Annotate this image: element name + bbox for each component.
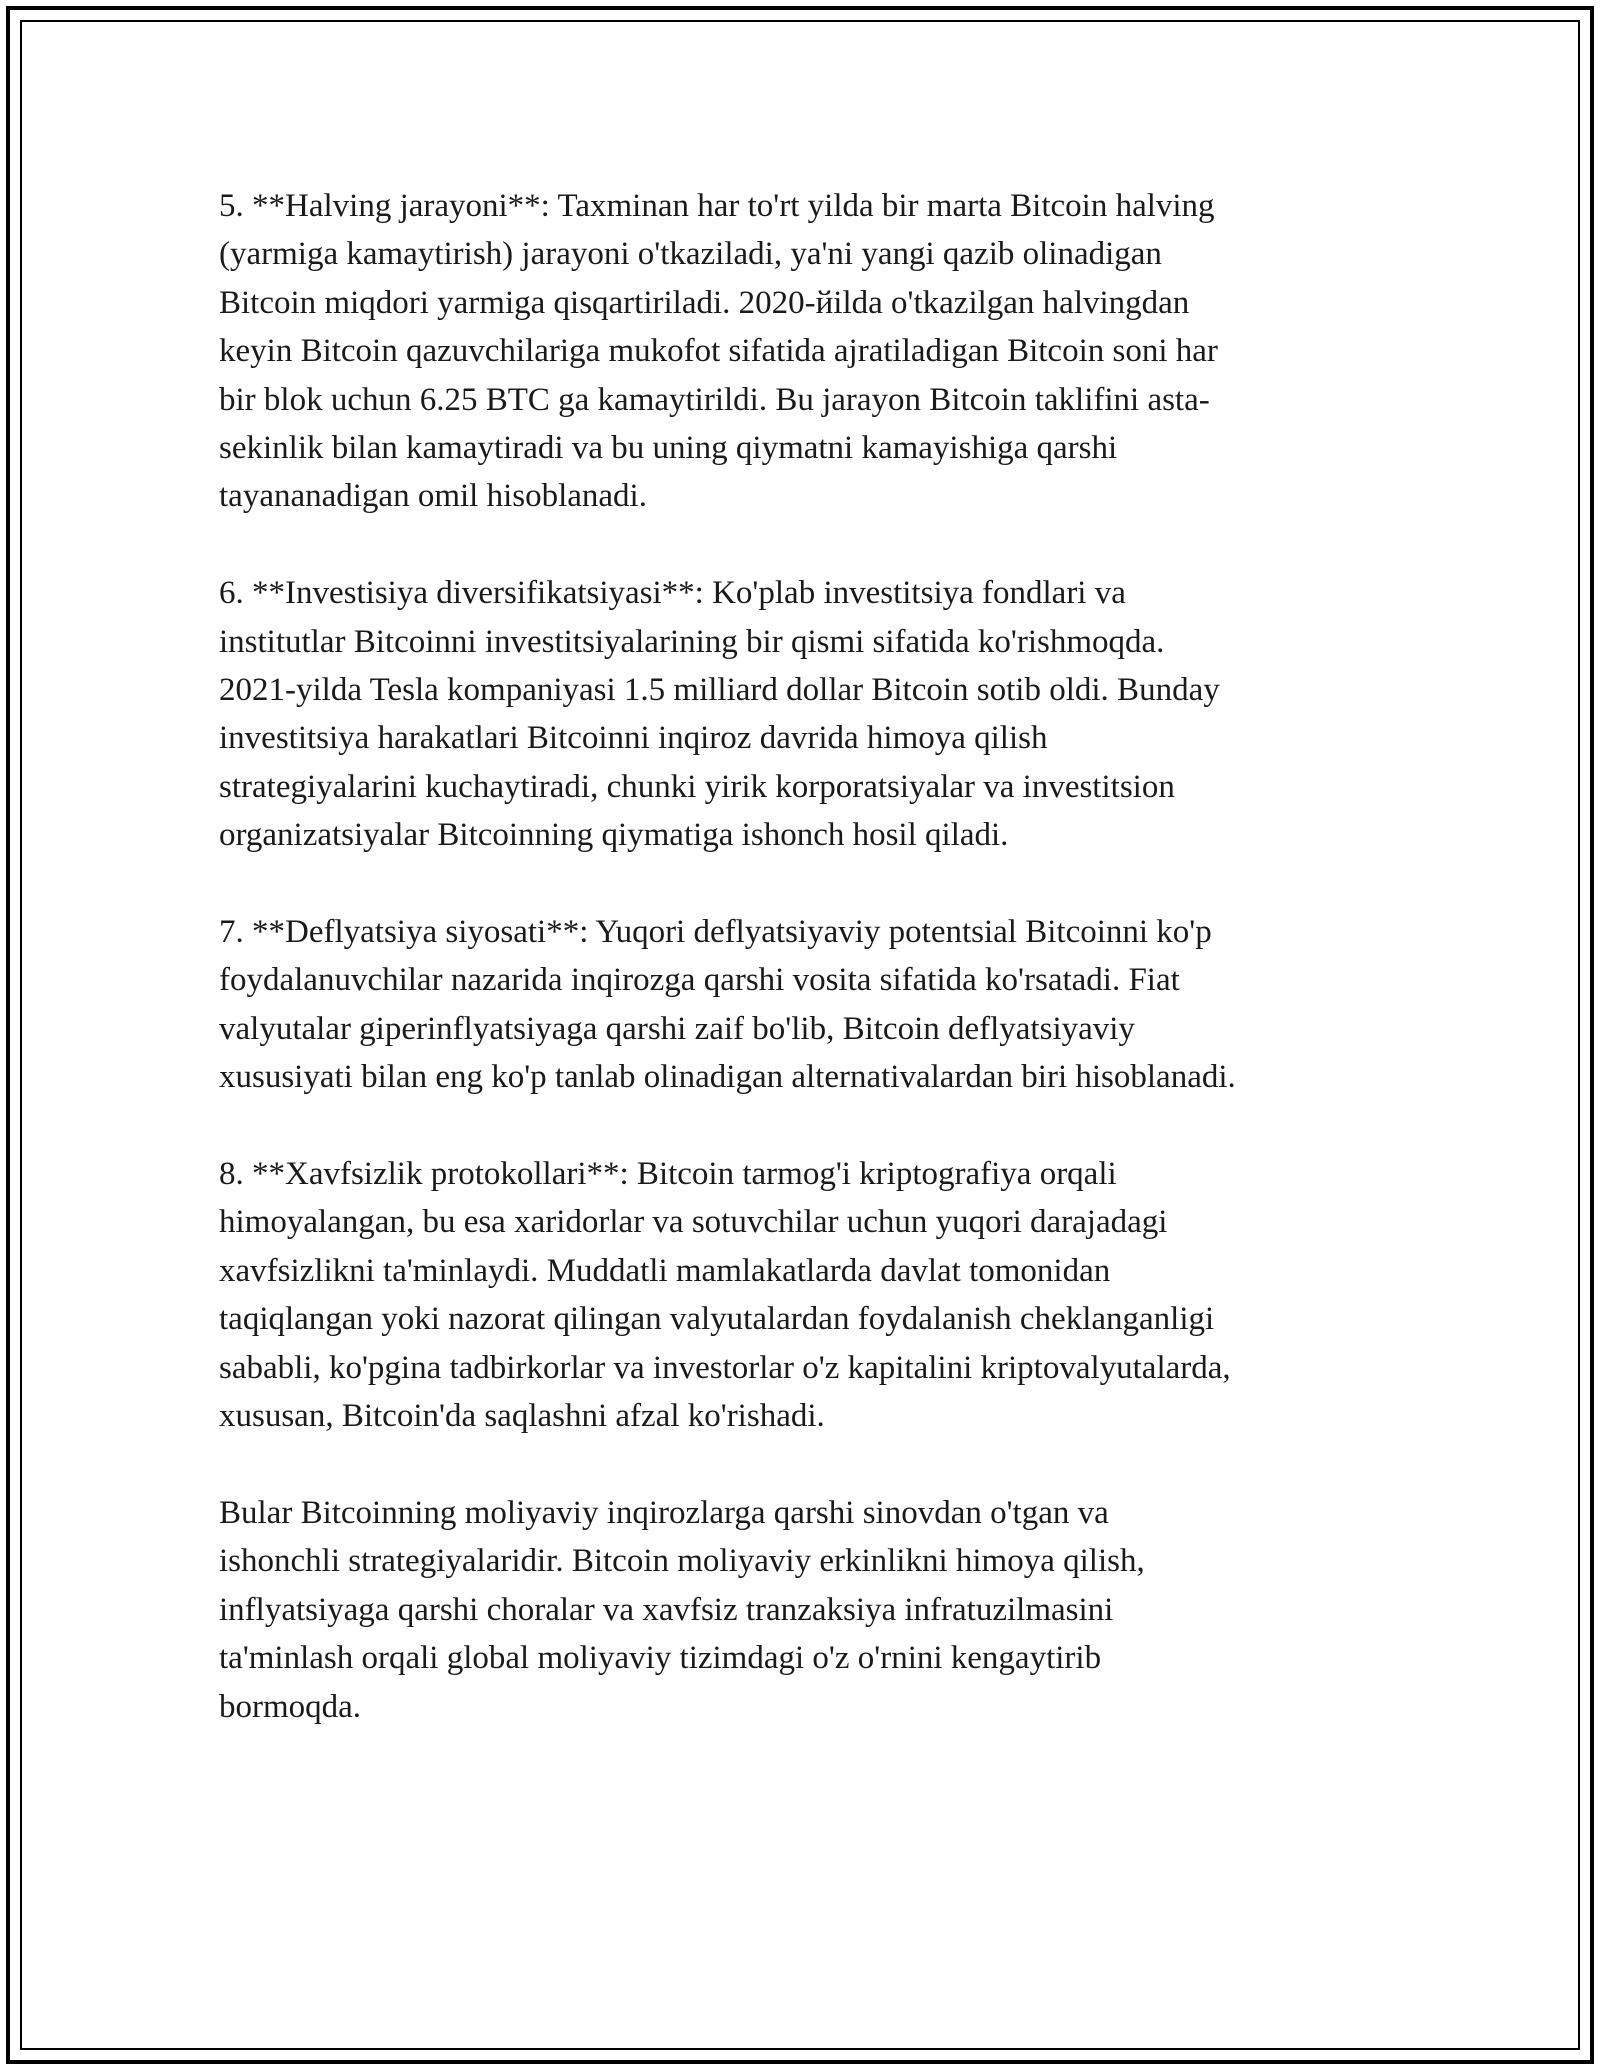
text-line: bir blok uchun 6.25 BTC ga kamaytirildi. Bu jarayon Bitcoin taklifini asta-: [219, 381, 1210, 418]
text-line: sekinlik bilan kamaytiradi va bu uning qiymatni kamayishiga qarshi: [219, 430, 1118, 467]
text-line: himoyalangan, bu esa xaridorlar va sotuvchilar uchun yuqori darajadagi: [219, 1204, 1168, 1241]
text-line: foydalanuvchilar nazarida inqirozga qarshi vosita sifatida ko'rsatadi. Fiat: [219, 962, 1180, 999]
text-line: strategiyalarini kuchaytiradi, chunki yirik korporatsiyalar va investitsion: [219, 768, 1175, 805]
text-line: 2021-yilda Tesla kompaniyasi 1.5 milliard dollar Bitcoin sotib oldi. Bunday: [219, 672, 1220, 709]
paragraph-security-protocols: [219, 1150, 1389, 1440]
text-line: ishonchli strategiyalaridir. Bitcoin moliyaviy erkinlikni himoya qilish,: [219, 1543, 1145, 1580]
text-line: organizatsiyalar Bitcoinning qiymatiga ishonch hosil qiladi.: [219, 817, 1009, 854]
text-line: 5. **Halving jarayoni**: Taxminan har to'rt yilda bir marta Bitcoin halving: [219, 188, 1215, 224]
text-line: valyutalar giperinflyatsiyaga qarshi zaif bo'lib, Bitcoin deflyatsiyaviy: [219, 1010, 1135, 1047]
text-line: investitsiya harakatlari Bitcoinni inqiroz davrida himoya qilish: [219, 720, 1048, 757]
text-line: xavfsizlikni ta'minlaydi. Muddatli mamlakatlarda davlat tomonidan: [219, 1252, 1111, 1289]
paragraph-conclusion: [219, 1489, 1389, 1731]
paragraph-investment-diversification: [219, 569, 1389, 859]
document-body: [219, 182, 1389, 1779]
text-line: institutlar Bitcoinni investitsiyalarining bir qismi sifatida ko'rishmoqda.: [219, 623, 1165, 660]
text-line: keyin Bitcoin qazuvchilariga mukofot sifatida ajratiladigan Bitcoin soni har: [219, 333, 1218, 370]
text-line: sababli, ko'pgina tadbirkorlar va investorlar o'z kapitalini kriptovalyutalarda,: [219, 1349, 1231, 1386]
text-line: 7. **Deflyatsiya siyosati**: Yuqori deflyatsiyaviy potentsial Bitcoinni ko'p: [219, 914, 1212, 951]
text-line: 6. **Investisiya diversifikatsiyasi**: Ko'plab investitsiya fondlari va: [219, 575, 1126, 612]
text-line: (yarmiga kamaytirish) jarayoni o'tkaziladi, ya'ni yangi qazib olinadigan: [219, 236, 1162, 273]
text-line: ta'minlash orqali global moliyaviy tizimdagi o'z o'rnini kengaytirib: [219, 1640, 1102, 1677]
text-line: taqiqlangan yoki nazorat qilingan valyutalardan foydalanish cheklanganligi: [219, 1301, 1215, 1338]
text-line: Bular Bitcoinning moliyaviy inqirozlarga qarshi sinovdan o'tgan va: [219, 1494, 1109, 1531]
text-line: inflyatsiyaga qarshi choralar va xavfsiz tranzaksiya infratuzilmasini: [219, 1591, 1114, 1628]
text-line: Bitcoin miqdori yarmiga qisqartiriladi. 2020-йilda o'tkazilgan halvingdan: [219, 284, 1190, 321]
text-line: xususiyati bilan eng ko'p tanlab olinadigan alternativalardan biri hisoblanadi.: [219, 1059, 1236, 1096]
paragraph-halving: [219, 182, 1389, 521]
paragraph-deflation-policy: [219, 908, 1389, 1102]
text-line: bormoqda.: [219, 1688, 362, 1725]
text-line: xususan, Bitcoin'da saqlashni afzal ko'rishadi.: [219, 1398, 825, 1435]
text-line: 8. **Xavfsizlik protokollari**: Bitcoin tarmog'i kriptografiya orqali: [219, 1156, 1117, 1193]
text-line: tayananadigan omil hisoblanadi.: [219, 478, 647, 515]
